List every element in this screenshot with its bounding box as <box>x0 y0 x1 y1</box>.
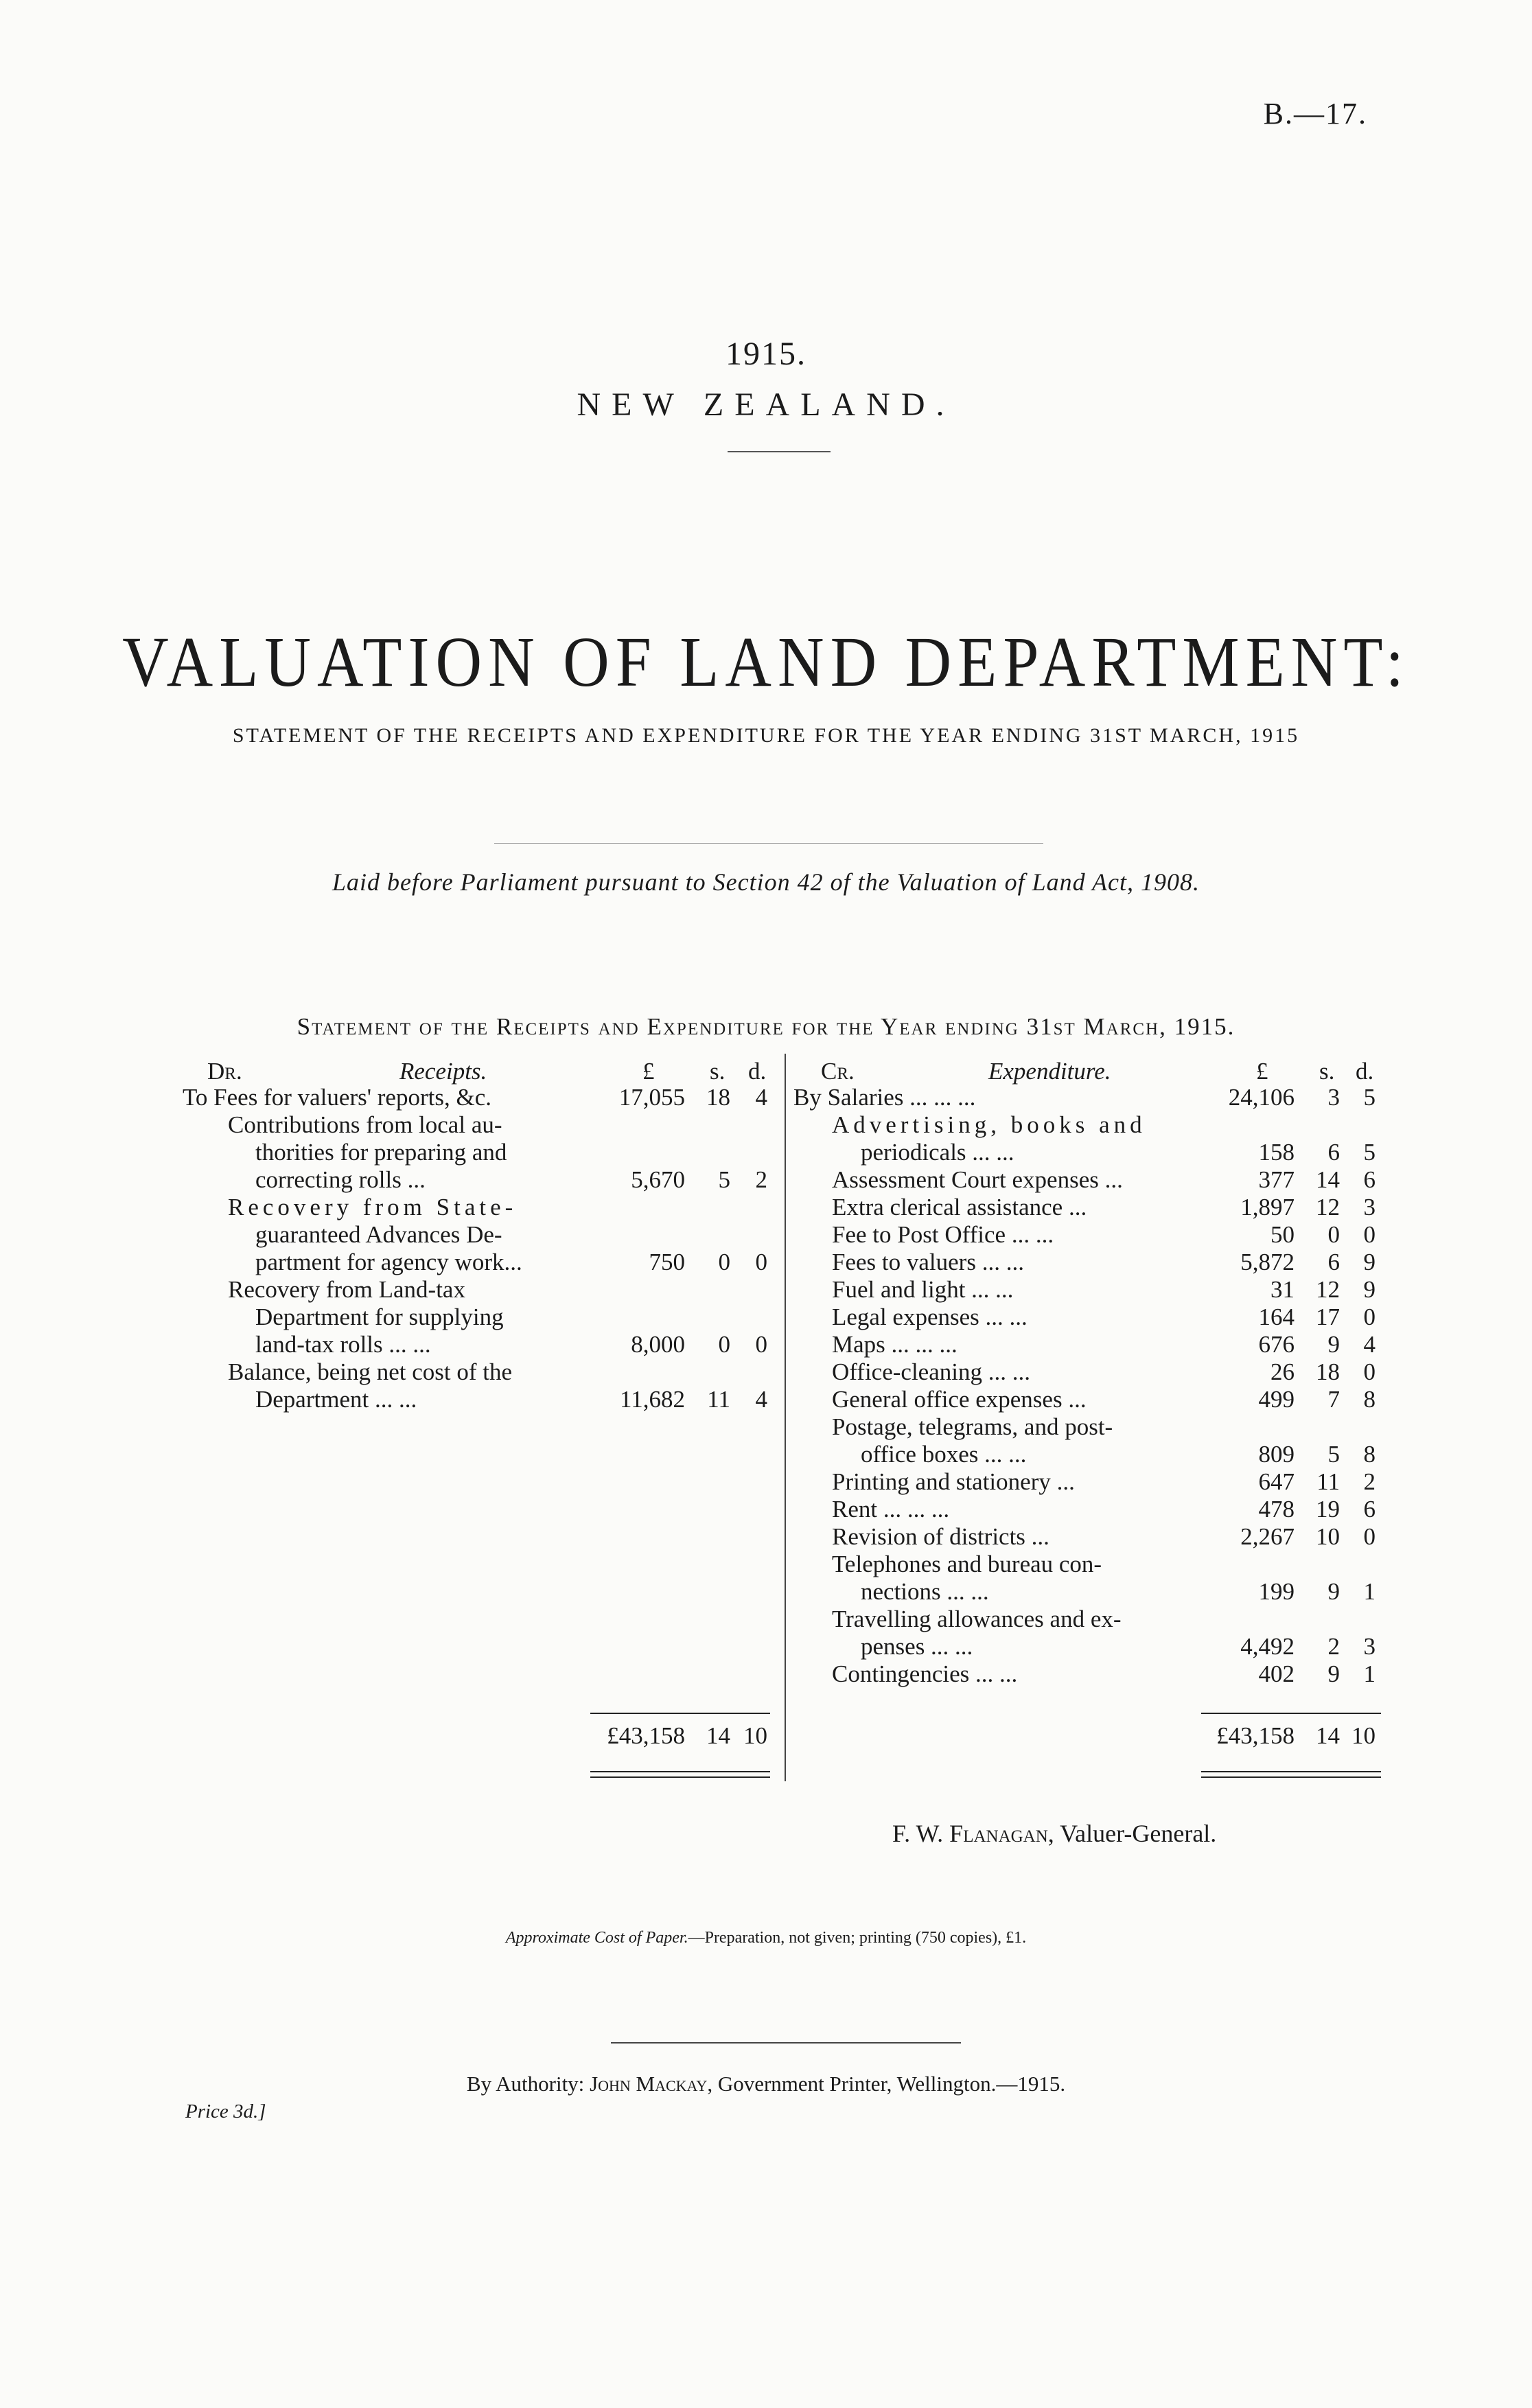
amount-pounds: 809 <box>1258 1441 1295 1468</box>
cr-shillings-header: s. <box>1319 1058 1335 1085</box>
list-item: To Fees for valuers' reports, &c. <box>183 1084 491 1111</box>
signature-block <box>892 1819 1216 1848</box>
cr-label: Cr. <box>821 1058 855 1085</box>
amount-pence: 9 <box>1363 1276 1376 1303</box>
amount-pence: 6 <box>1363 1496 1376 1523</box>
list-item: Fee to Post Office ... ... <box>832 1221 1054 1248</box>
list-item: partment for agency work... <box>255 1249 522 1275</box>
amount-pounds: 158 <box>1258 1139 1295 1166</box>
list-item: Balance, being net cost of the <box>228 1358 513 1385</box>
amount-pence: 1 <box>1363 1660 1376 1687</box>
list-item: Contingencies ... ... <box>832 1660 1018 1687</box>
amount-pence: 0 <box>755 1249 767 1275</box>
total-double-rule <box>1201 1771 1381 1772</box>
list-item: Department ... ... <box>255 1386 417 1413</box>
price-label: Price 3d.] <box>185 2100 266 2122</box>
amount-pounds: 50 <box>1270 1221 1295 1248</box>
amount-pence: 0 <box>1363 1358 1376 1385</box>
printer-name: John Mackay <box>590 2072 708 2096</box>
list-item: office boxes ... ... <box>861 1441 1027 1468</box>
list-item: periodicals ... ... <box>861 1139 1014 1166</box>
document-title: VALUATION OF LAND DEPARTMENT: <box>122 623 1410 702</box>
amount-pounds: 4,492 <box>1240 1633 1295 1660</box>
document-subtitle: STATEMENT OF THE RECEIPTS AND EXPENDITURE FOR THE YEAR ENDING 31ST MARCH, 1915 <box>232 724 1300 747</box>
amount-shillings: 0 <box>1327 1221 1340 1248</box>
amount-pounds: 24,106 <box>1228 1084 1295 1111</box>
amount-pence: 8 <box>1363 1386 1376 1413</box>
list-item: Postage, telegrams, and post- <box>832 1413 1113 1440</box>
list-item: Fees to valuers ... ... <box>832 1249 1024 1275</box>
list-item: Maps ... ... ... <box>832 1331 958 1358</box>
amount-pence: 3 <box>1363 1194 1376 1220</box>
dr-label: Dr. <box>207 1058 242 1085</box>
amount-pounds: 676 <box>1258 1331 1295 1358</box>
list-item: Revision of districts ... <box>832 1523 1049 1550</box>
signatory-name: Flanagan <box>949 1820 1048 1847</box>
list-item: guaranteed Advances De- <box>255 1221 502 1248</box>
amount-pence: 4 <box>755 1084 767 1111</box>
amount-shillings: 17 <box>1316 1304 1340 1330</box>
total-pounds: £43,158 <box>607 1722 685 1749</box>
list-item: correcting rolls ... <box>255 1166 426 1193</box>
amount-pence: 5 <box>1363 1084 1376 1111</box>
amount-pounds: 5,872 <box>1240 1249 1295 1275</box>
list-item: penses ... ... <box>861 1633 973 1660</box>
amount-shillings: 19 <box>1316 1496 1340 1523</box>
list-item: Assessment Court expenses ... <box>832 1166 1123 1193</box>
amount-pence: 2 <box>1363 1468 1376 1495</box>
amount-pence: 2 <box>755 1166 767 1193</box>
amount-pence: 8 <box>1363 1441 1376 1468</box>
amount-shillings: 6 <box>1327 1249 1340 1275</box>
list-item: Contributions from local au- <box>228 1111 502 1138</box>
total-pence: 10 <box>743 1722 767 1749</box>
authority-suffix: , Government Printer, Wellington.—1915. <box>707 2072 1066 2096</box>
total-pence: 10 <box>1351 1722 1376 1749</box>
amount-pence: 0 <box>755 1331 767 1358</box>
dr-pounds-header: £ <box>642 1058 655 1085</box>
statement-heading: Statement of the Receipts and Expenditure for the Year ending 31st March, 1915. <box>297 1013 1235 1040</box>
cost-of-paper-note <box>0 1929 1532 1947</box>
amount-shillings: 3 <box>1327 1084 1340 1111</box>
amount-shillings: 7 <box>1327 1386 1340 1413</box>
amount-shillings: 18 <box>1316 1358 1340 1385</box>
amount-pence: 4 <box>1363 1331 1376 1358</box>
list-item: Recovery from Land-tax <box>228 1276 465 1303</box>
amount-shillings: 2 <box>1327 1633 1340 1660</box>
amount-shillings: 5 <box>1327 1441 1340 1468</box>
amount-shillings: 14 <box>1316 1166 1340 1193</box>
amount-shillings: 11 <box>1316 1468 1340 1495</box>
amount-shillings: 18 <box>706 1084 730 1111</box>
amount-pence: 3 <box>1363 1633 1376 1660</box>
amount-shillings: 12 <box>1316 1194 1340 1220</box>
amount-pounds: 199 <box>1258 1578 1295 1605</box>
amount-shillings: 0 <box>718 1249 730 1275</box>
amount-pence: 5 <box>1363 1139 1376 1166</box>
total-rule <box>590 1713 770 1714</box>
list-item: Extra clerical assistance ... <box>832 1194 1087 1220</box>
amount-pounds: 11,682 <box>620 1386 685 1413</box>
dr-pence-header: d. <box>748 1058 767 1085</box>
amount-pence: 0 <box>1363 1221 1376 1248</box>
amount-shillings: 9 <box>1327 1660 1340 1687</box>
cost-label: Approximate Cost of Paper. <box>505 1929 688 1947</box>
authority-prefix: By Authority: <box>466 2072 590 2096</box>
list-item: Travelling allowances and ex- <box>832 1606 1122 1632</box>
country-heading: NEW ZEALAND. <box>577 386 955 423</box>
divider-rule <box>728 451 831 452</box>
amount-pounds: 17,055 <box>618 1084 685 1111</box>
list-item: General office expenses ... <box>832 1386 1087 1413</box>
amount-pence: 6 <box>1363 1166 1376 1193</box>
expenditure-heading: Expenditure. <box>988 1058 1111 1085</box>
total-double-rule <box>590 1776 770 1778</box>
amount-pounds: 750 <box>649 1249 685 1275</box>
amount-pence: 0 <box>1363 1304 1376 1330</box>
amount-pounds: 499 <box>1258 1386 1295 1413</box>
amount-pounds: 8,000 <box>631 1331 685 1358</box>
divider-rule <box>611 2042 961 2044</box>
list-item: Printing and stationery ... <box>832 1468 1075 1495</box>
list-item: Rent ... ... ... <box>832 1496 950 1523</box>
total-shillings: 14 <box>1316 1722 1340 1749</box>
document-year: 1915. <box>726 336 806 372</box>
divider-rule <box>494 843 1043 844</box>
total-double-rule <box>590 1771 770 1772</box>
amount-pounds: 647 <box>1258 1468 1295 1495</box>
list-item: Fuel and light ... ... <box>832 1276 1014 1303</box>
amount-pence: 0 <box>1363 1523 1376 1550</box>
total-pounds: £43,158 <box>1216 1722 1295 1749</box>
amount-shillings: 12 <box>1316 1276 1340 1303</box>
total-double-rule <box>1201 1776 1381 1778</box>
amount-pence: 1 <box>1363 1578 1376 1605</box>
total-shillings: 14 <box>706 1722 730 1749</box>
laid-before-notice: Laid before Parliament pursuant to Section 42 of the Valuation of Land Act, 1908. <box>332 868 1200 896</box>
amount-pounds: 164 <box>1258 1304 1295 1330</box>
receipts-heading: Receipts. <box>399 1058 487 1085</box>
column-divider <box>785 1054 786 1781</box>
dr-shillings-header: s. <box>710 1058 726 1085</box>
amount-pounds: 377 <box>1258 1166 1295 1193</box>
signatory-initials: F. W. <box>892 1820 944 1847</box>
amount-shillings: 11 <box>707 1386 730 1413</box>
list-item: land-tax rolls ... ... <box>255 1331 431 1358</box>
amount-shillings: 6 <box>1327 1139 1340 1166</box>
list-item: Telephones and bureau con- <box>832 1551 1102 1577</box>
table-header-row <box>0 1058 1532 1085</box>
amount-pounds: 26 <box>1270 1358 1295 1385</box>
amount-shillings: 10 <box>1316 1523 1340 1550</box>
list-item: Recovery from State- <box>228 1194 518 1220</box>
amount-pence: 9 <box>1363 1249 1376 1275</box>
amount-shillings: 0 <box>718 1331 730 1358</box>
cr-pence-header: d. <box>1356 1058 1374 1085</box>
list-item: Office-cleaning ... ... <box>832 1358 1030 1385</box>
amount-pence: 4 <box>755 1386 767 1413</box>
amount-shillings: 9 <box>1327 1331 1340 1358</box>
signatory-title: , Valuer-General. <box>1047 1820 1217 1847</box>
cost-detail: —Preparation, not given; printing (750 copies), £1. <box>688 1929 1027 1947</box>
amount-pounds: 2,267 <box>1240 1523 1295 1550</box>
list-item: thorities for preparing and <box>255 1139 507 1166</box>
list-item: Department for supplying <box>255 1304 504 1330</box>
amount-shillings: 5 <box>718 1166 730 1193</box>
list-item: Advertising, books and <box>832 1111 1146 1138</box>
printer-authority <box>0 2072 1532 2096</box>
amount-pounds: 478 <box>1258 1496 1295 1523</box>
amount-pounds: 5,670 <box>631 1166 685 1193</box>
list-item: By Salaries ... ... ... <box>793 1084 976 1111</box>
cr-pounds-header: £ <box>1256 1058 1268 1085</box>
total-rule <box>1201 1713 1381 1714</box>
amount-pounds: 31 <box>1270 1276 1295 1303</box>
amount-shillings: 9 <box>1327 1578 1340 1605</box>
document-reference: B.—17. <box>1263 97 1367 130</box>
amount-pounds: 402 <box>1258 1660 1295 1687</box>
list-item: nections ... ... <box>861 1578 989 1605</box>
amount-pounds: 1,897 <box>1240 1194 1295 1220</box>
list-item: Legal expenses ... ... <box>832 1304 1028 1330</box>
